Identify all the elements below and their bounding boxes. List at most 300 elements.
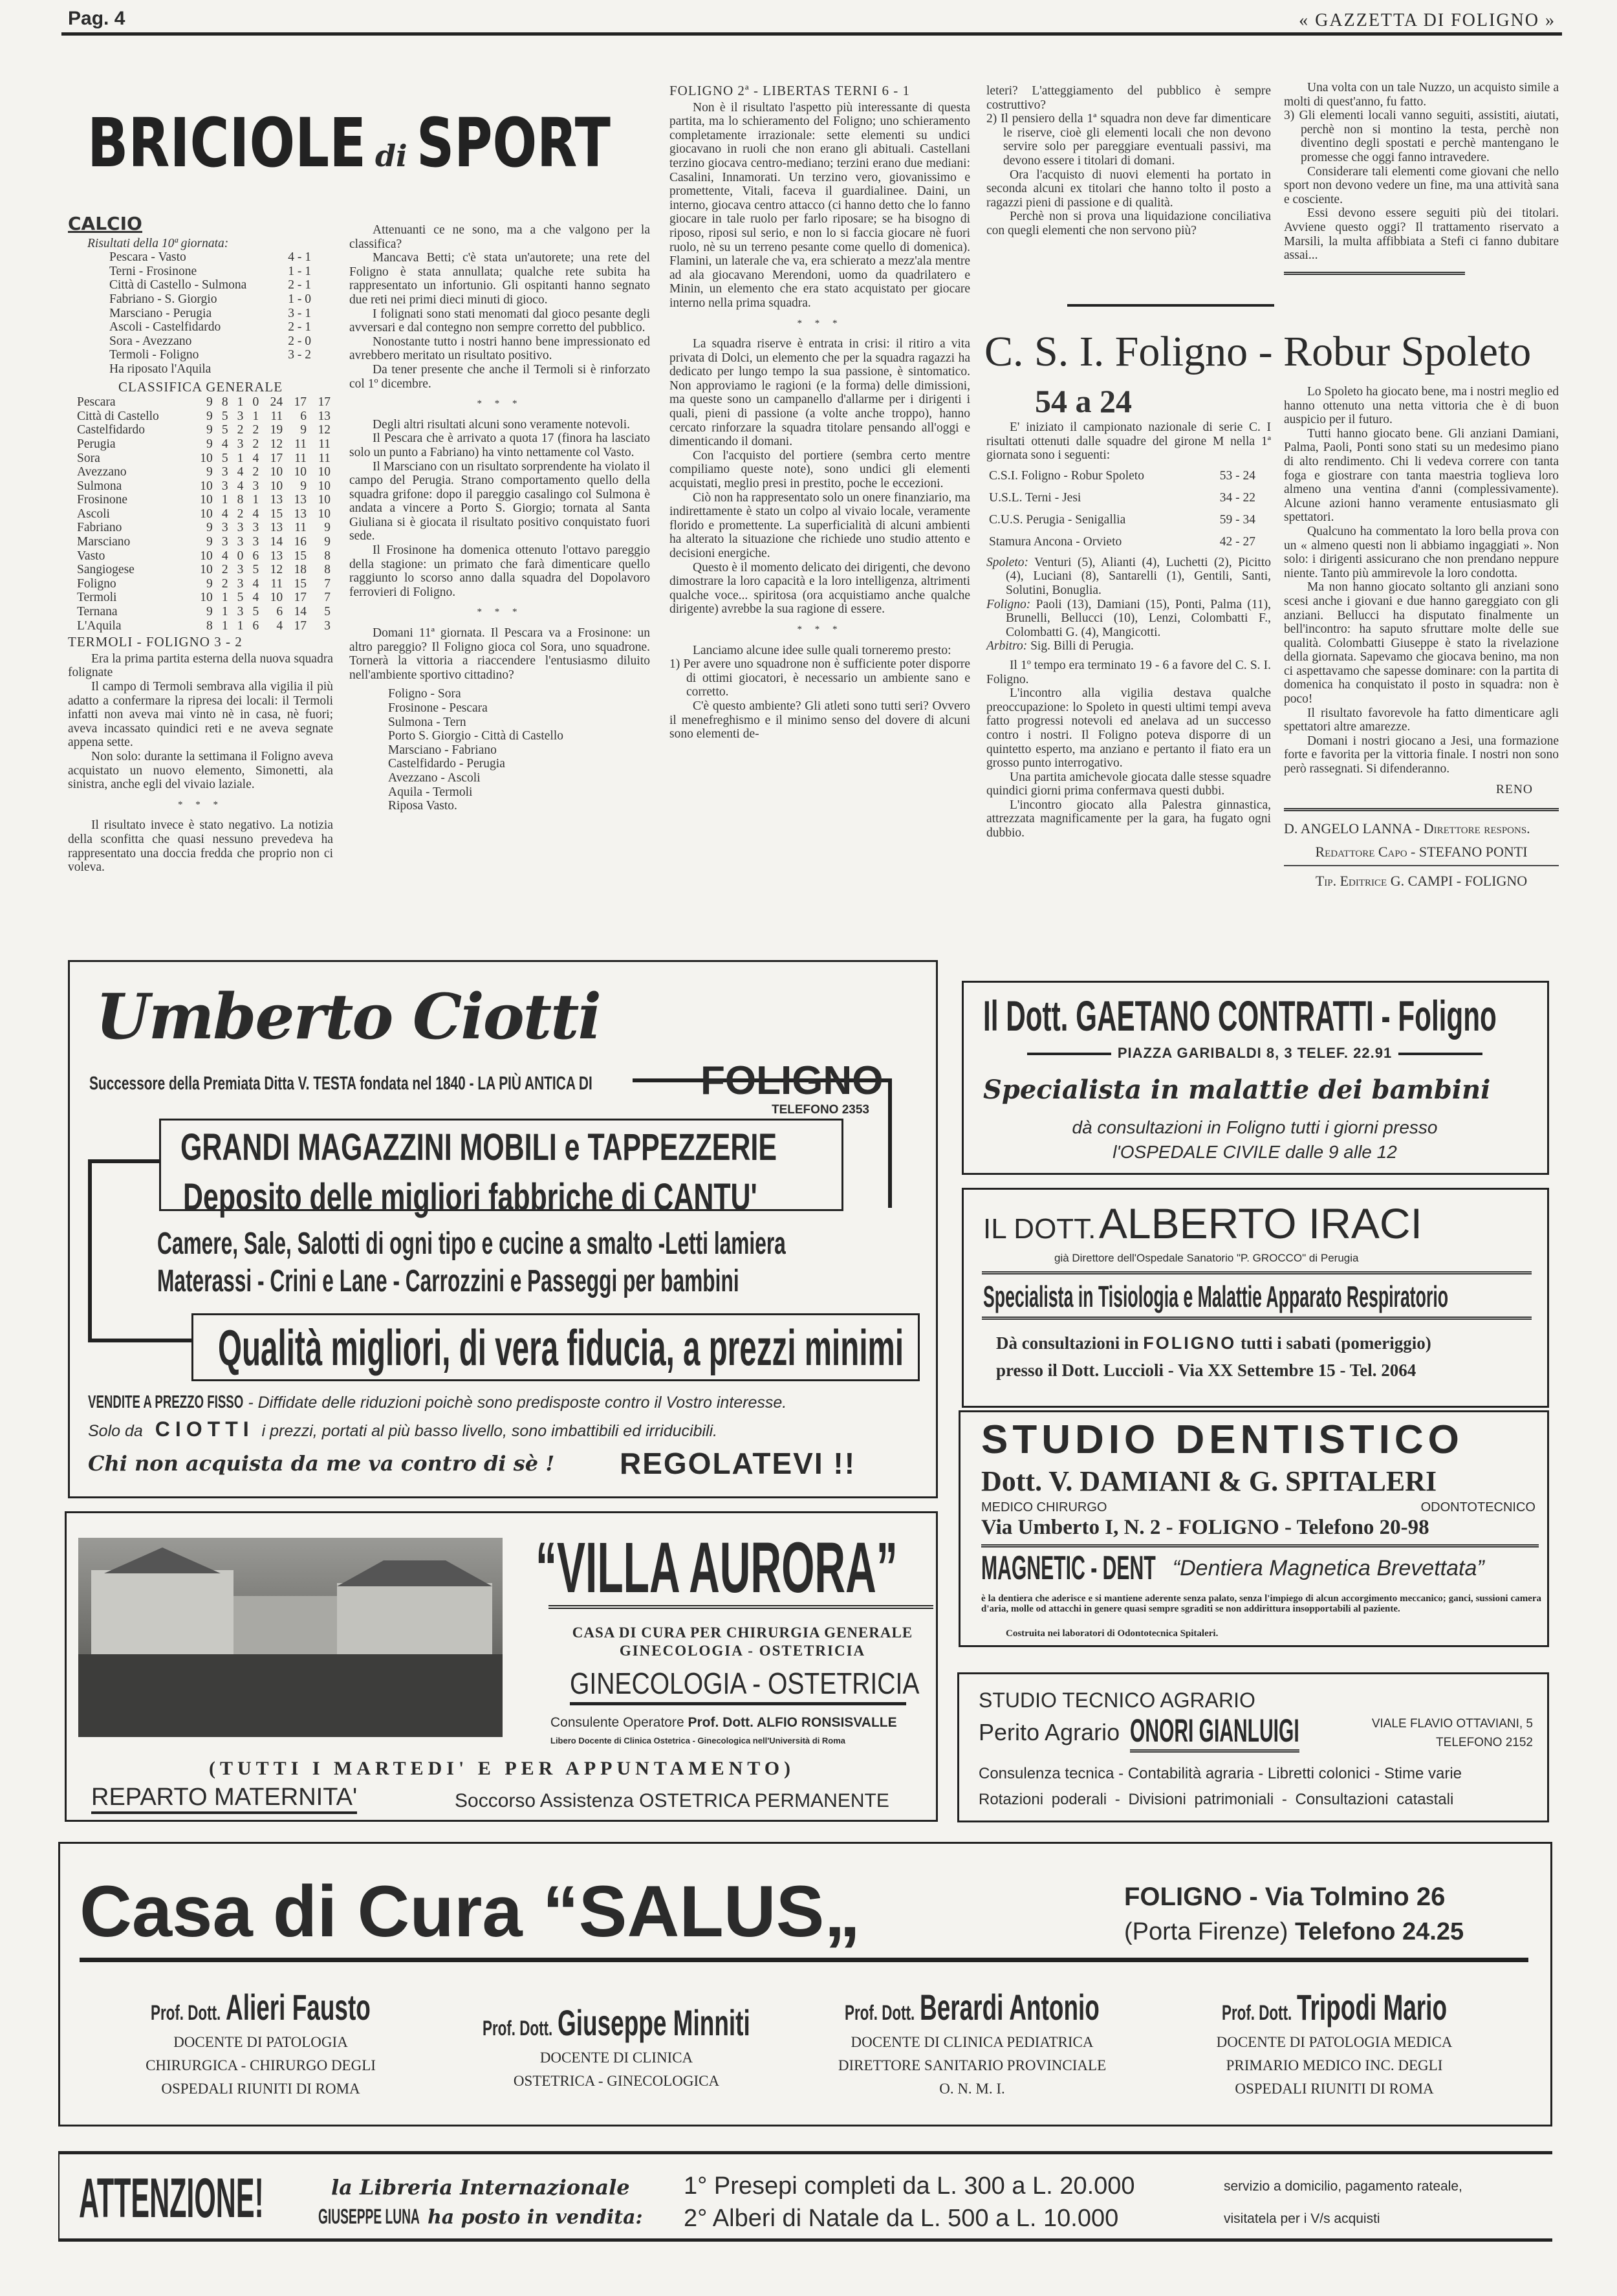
table-cell: 1 — [221, 591, 228, 605]
page-number: Pag. 4 — [68, 8, 125, 29]
ad-ciotti — [68, 960, 938, 1498]
table-row — [74, 535, 333, 549]
article-body — [68, 652, 333, 875]
article-title: FOLIGNO 2ª - LIBERTAS TERNI 6 - 1 — [669, 83, 911, 98]
ad-text: Materassi - Crini e Lane - Carrozzini e Passeggi per bambini — [157, 1264, 739, 1298]
table-cell: 9 — [324, 521, 331, 535]
table-cell: 4 — [221, 437, 228, 451]
divider — [570, 1702, 906, 1705]
ad-title: STUDIO DENTISTICO — [981, 1417, 1464, 1462]
table-cell: 10 — [318, 479, 331, 493]
doctor-title: DOCENTE DI PATOLOGIA — [173, 2034, 348, 2050]
table-cell: 17 — [294, 395, 307, 410]
table-cell: 6 — [300, 409, 307, 423]
ad-ciotti-city: FOLIGNO — [700, 1058, 884, 1103]
table-cell: Vasto — [77, 549, 105, 563]
column-5-top — [1284, 81, 1559, 275]
bracket — [88, 1159, 92, 1342]
divider — [548, 1605, 933, 1609]
doctor-title: PRIMARIO MEDICO INC. DEGLI — [1226, 2057, 1443, 2073]
doctor-title: CHIRURGICA - CHIRURGO DEGLI — [146, 2057, 376, 2073]
ad-title: Il Dott. GAETANO CONTRATTI - Foligno — [983, 992, 1497, 1040]
table-cell: Città di Castello - Sulmona — [109, 278, 247, 292]
article-body — [986, 84, 1271, 238]
table-cell: 4 — [237, 479, 244, 493]
paragraph: Ciò non ha rappresentato solo un onere finanziario, ma indirettamente è stato un colpo al vivaio locale, veramente florido e promettente. La superficialità di alcuni ambienti ha alterato la situazione che richiede uno studio attento e decisioni energiche. — [669, 490, 970, 560]
table-cell: 17 — [294, 618, 307, 633]
table-row — [986, 509, 1258, 531]
table-cell: 1 — [237, 451, 244, 465]
ad-text: Telefono 24.25 — [1294, 1918, 1464, 1945]
table-row — [74, 521, 333, 535]
table-cell: 13 — [318, 409, 331, 423]
table-cell: Sulmona — [77, 479, 122, 493]
doctor-prefix: Prof. Dott. — [483, 2017, 553, 2040]
table-row — [74, 479, 333, 494]
table-cell: 2 — [252, 437, 259, 451]
ad-studio-dentistico — [959, 1410, 1549, 1647]
paragraph: Essi devono essere seguiti più dei titolari. Avviene questo oggi? Il trattamento riservato a Marsili, la multa affibbiata a Stefi ci fanno dubitare assai... — [1284, 206, 1559, 263]
table-row — [107, 250, 314, 265]
paragraph: Era la prima partita esterna della nuova squadra folignate — [68, 651, 333, 680]
doctor-name: Tripodi Mario — [1297, 1987, 1448, 2028]
villa-photo — [78, 1538, 503, 1737]
paragraph: 1) Per avere uno squadrone non è sufficiente poter disporre di ottimi giocatori, è necessario un ambiente sano e corretto. — [669, 657, 970, 699]
table-cell: 9 — [300, 479, 307, 493]
bracket — [88, 1339, 191, 1342]
paragraph: leteri? L'atteggiamento del pubblico è sempre costruttivo? — [986, 84, 1271, 112]
table-cell: 1 — [237, 618, 244, 633]
table-cell: Ascoli - Castelfidardo — [109, 320, 221, 334]
paragraph: Il Pescara che è arrivato a quota 17 (finora ha lasciato solo un punto a Fabriano) ha vinto nettamente col Vasto. — [349, 432, 650, 459]
table-cell: 1 — [221, 493, 228, 507]
paragraph: Considerare tali elementi come giovani che nello sport non devono vedere un fine, ma una attività sana e cosciente. — [1284, 164, 1559, 206]
ad-text: Dà consultazioni in — [996, 1333, 1139, 1353]
table-cell: 3 — [221, 521, 228, 535]
table-cell: Pescara - Vasto — [109, 250, 186, 265]
table-cell: 18 — [294, 563, 307, 577]
table-cell: 10 — [200, 563, 213, 577]
table-cell: 2 — [221, 563, 228, 577]
table-cell: 9 — [206, 423, 213, 437]
table-cell: 12 — [270, 563, 283, 577]
table-cell: 1 — [221, 618, 228, 633]
paragraph: Una volta con un tale Nuzzo, un acquisto simile a molti di quest'anno, fu fatto. — [1284, 81, 1559, 109]
table-cell: 10 — [200, 451, 213, 465]
table-cell: 10 — [318, 507, 331, 521]
doctor-name-line — [442, 2002, 791, 2044]
table-cell: 3 — [237, 563, 244, 577]
ad-text: Soccorso Assistenza OSTETRICA PERMANENTE — [455, 1790, 889, 1811]
separator: * * * — [797, 624, 843, 635]
table-cell: 15 — [294, 576, 307, 591]
lineup — [986, 598, 1271, 640]
table-cell: 11 — [318, 437, 331, 451]
briciole-di-sport-logo — [87, 104, 611, 182]
paragraph: Ma non hanno giocato soltanto gli anziani sono scesi anche i giovani e due hanno gareggiato con gli anziani. Bellucci ha disputato finalmente un bell'incontro: ha saputo sfruttare molte delle sue qualità. Colombatti Giuseppe è stato la rivelazione della giornata. Sapevamo che giocava benino, ma non ci aspettavamo che sapesse dominare: con la partita di domenica ha conquistato il posto in squadra: non è poco! — [1284, 580, 1559, 706]
ad-ciotti-phone: TELEFONO 2353 — [772, 1103, 869, 1117]
table-cell: 16 — [294, 535, 307, 549]
table-cell: 3 — [237, 576, 244, 591]
lineup-players: Sig. Billi di Perugia. — [1030, 639, 1134, 653]
ad-contratti — [962, 981, 1549, 1175]
ad-text: l'OSPEDALE CIVILE dalle 9 alle 12 — [1112, 1142, 1397, 1162]
table-cell: 5 — [252, 605, 259, 619]
table-cell: 13 — [270, 521, 283, 535]
header-rule — [61, 32, 1562, 36]
lineup — [986, 556, 1271, 598]
bracket — [888, 1078, 892, 1208]
ad-brand: MAGNETIC - DENT — [981, 1549, 1156, 1587]
ad-text: VIALE FLAVIO OTTAVIANI, 5 — [1371, 1717, 1533, 1731]
table-row — [74, 549, 333, 563]
ad-ciotti-store-box — [159, 1119, 843, 1218]
doctor-title: OSPEDALI RIUNITI DI ROMA — [1235, 2081, 1434, 2097]
table-cell: 3 — [324, 618, 331, 633]
table-cell: 17 — [318, 395, 331, 410]
doctor-title: DOCENTE DI PATOLOGIA MEDICA — [1216, 2034, 1453, 2050]
doctor-name: Berardi Antonio — [920, 1987, 1100, 2028]
table-cell: 3 — [252, 479, 259, 493]
ad-text: Specialista in Tisiologia e Malattie Apparato Respiratorio — [983, 1280, 1449, 1313]
table-cell: 3 — [221, 535, 228, 549]
paragraph: C'è questo ambiente? Gli atleti sono tutti seri? Ovvero il menefreghismo e il minimo senso del dovere di alcuni sono elementi de- — [669, 699, 970, 741]
list-item: Aquila - Termoli — [388, 785, 473, 799]
ad-libreria — [58, 2151, 1552, 2242]
doctor-name: Alieri Fausto — [226, 1987, 371, 2028]
table-row — [986, 531, 1258, 553]
table-cell: 2 - 1 — [288, 278, 311, 292]
signature: RENO — [1495, 782, 1533, 796]
table-cell: Foligno — [77, 576, 116, 591]
separator: * * * — [477, 607, 523, 618]
csi-headline: C. S. I. Foligno - Robur Spoleto — [984, 328, 1532, 375]
doctor-card — [442, 2002, 791, 2093]
divider — [1284, 808, 1559, 811]
table-cell: L'Aquila — [77, 618, 122, 633]
table-cell: 2 — [252, 465, 259, 479]
table-cell: 10 — [200, 479, 213, 493]
results-subtitle: Risultati della 10ª giornata: — [87, 236, 229, 250]
ad-text: già Direttore dell'Ospedale Sanatorio "P. GROCCO" di Perugia — [1054, 1252, 1359, 1264]
ad-text: dà consultazioni in Foligno tutti i giorni presso — [1072, 1117, 1438, 1137]
table-cell: 9 — [206, 521, 213, 535]
table-cell: Città di Castello — [77, 409, 159, 423]
table-cell: 3 — [237, 437, 244, 451]
ad-text: REPARTO MATERNITA' — [91, 1784, 357, 1814]
table-cell: Termoli - Foligno — [109, 348, 199, 362]
doctor-name-line — [798, 1986, 1147, 2028]
table-cell: 10 — [200, 493, 213, 507]
ad-text: MEDICO CHIRURGO — [981, 1500, 1107, 1514]
paragraph: Domani 11ª giornata. Il Pescara va a Frosinone: un altro pareggio? Il Foligno gioca col Sora, uno squadrone. Tornerà la vittoria a riaccendere l'entusiasmo diluito nell'ambiente sportivo cittadino? — [349, 626, 650, 682]
table-cell: Frosinone — [77, 493, 127, 507]
doctor-prefix: Prof. Dott. — [844, 2001, 915, 2024]
paragraph: I folignati sono stati menomati dal gioco pesante degli avversari e dal contegno non sempre corretto del pubblico. — [349, 307, 650, 335]
table-cell: 4 — [276, 618, 283, 633]
table-cell: 5 — [221, 423, 228, 437]
table-row — [74, 493, 333, 507]
ad-text: ODONTOTECNICO — [1420, 1500, 1536, 1514]
ad-cta: REGOLATEVI !! — [620, 1447, 856, 1480]
ad-text: Via Umberto I, N. 2 - FOLIGNO - Telefono 20-98 — [981, 1516, 1429, 1539]
table-cell: 3 — [221, 479, 228, 493]
table-cell: 13 — [270, 549, 283, 563]
table-cell: 3 — [237, 605, 244, 619]
lineup-players: Paoli (13), Damiani (15), Ponti, Palma (11), Brunelli, Bellucci (10), Lenzi, Colombatti F., Colombatti G. (4), Mangicotti. — [1006, 597, 1272, 639]
ad-casa-di-cura-salus — [58, 1842, 1552, 2127]
table-cell: 14 — [270, 535, 283, 549]
editor-credit: Redattore Capo - STEFANO PONTI — [1315, 843, 1528, 860]
list-item: Frosinone - Pescara — [388, 701, 488, 715]
table-cell: U.S.L. Terni - Jesi — [989, 490, 1081, 505]
table-cell: 5 — [221, 451, 228, 465]
ad-text: PIAZZA GARIBALDI 8, 3 TELEF. 22.91 — [1117, 1045, 1393, 1061]
table-cell: 4 — [237, 465, 244, 479]
table-cell: 8 — [324, 549, 331, 563]
doctor-name-line — [1160, 1986, 1509, 2028]
ad-iraci — [962, 1188, 1549, 1408]
table-cell: 0 — [237, 549, 244, 563]
table-cell: 34 - 22 — [1219, 490, 1255, 505]
standings-table — [74, 395, 333, 633]
table-cell: 11 — [294, 521, 307, 535]
doctor-title: OSTETRICA - GINECOLOGICA — [513, 2073, 720, 2089]
ad-text: “Dentiera Magnetica Brevettata” — [1172, 1555, 1484, 1580]
table-cell: Ascoli — [77, 507, 110, 521]
table-cell: 4 — [252, 507, 259, 521]
table-cell: 1 - 0 — [288, 292, 311, 306]
table-cell: Termoli — [77, 591, 117, 605]
paragraph: 2) Il pensiero della 1ª squadra non deve far dimenticare le riserve, cioè gli elementi locali che non devono servire solo per pareggiare eventuali passivi, ma devono essere i titolari di domani. — [986, 112, 1271, 168]
table-cell: 11 — [294, 437, 307, 451]
ad-text: presso il Dott. Luccioli - Via XX Settembre 15 - Tel. 2064 — [996, 1361, 1416, 1380]
table-cell: 9 — [206, 576, 213, 591]
doctor-title: DOCENTE DI CLINICA — [539, 2050, 693, 2066]
masthead: « GAZZETTA DI FOLIGNO » — [1299, 10, 1556, 30]
paragraph: Tutti hanno giocato bene. Gli anziani Damiani, Palma, Paoli, Ponti sono stati su un medesimo piano di alto rendimento. Chi li vedeva correre con tanta foga e giostrare con tanta maestria toglieva loro almeno una ventina d'anni (complessivamente). Alcune azioni hanno veramente entusiasmato gli spettatori. — [1284, 426, 1559, 525]
list-item: Porto S. Giorgio - Città di Castello — [388, 729, 564, 743]
ad-text: visitatela per i V/s acquisti — [1224, 2211, 1380, 2226]
table-row — [74, 410, 333, 424]
table-cell: 4 — [252, 451, 259, 465]
table-cell: 9 — [206, 535, 213, 549]
table-row — [74, 591, 333, 605]
ad-text: Libero Docente di Clinica Ostetrica - Ginecologica nell'Università di Roma — [550, 1736, 846, 1745]
table-cell: 15 — [294, 549, 307, 563]
table-cell: 12 — [318, 423, 331, 437]
basket-results-table — [986, 465, 1258, 553]
doctor-name-line — [86, 1986, 435, 2028]
separator: * * * — [178, 799, 223, 810]
ad-text: FOLIGNO - Via Tolmino 26 — [1124, 1883, 1446, 1911]
table-row — [74, 619, 333, 633]
table-row — [74, 452, 333, 466]
paragraph: Ora l'acquisto di nuovi elementi ha portato in seconda alcuni ex titolari che hanno tolto il posto a ragazzi pieni di passione e di qualità. — [986, 168, 1271, 210]
lineup-label: Spoleto: — [986, 555, 1028, 569]
divider — [1284, 865, 1559, 866]
table-cell: Terni - Frosinone — [109, 264, 197, 278]
table-row — [74, 507, 333, 521]
table-cell: 9 — [206, 395, 213, 410]
ad-text: la Libreria Internazionale — [331, 2175, 630, 2200]
list-item: Riposa Vasto. — [388, 799, 457, 813]
table-cell: 3 — [252, 521, 259, 535]
table-row — [74, 423, 333, 437]
article-body — [349, 223, 650, 682]
table-row — [107, 348, 314, 362]
table-cell: 4 - 1 — [288, 250, 311, 265]
table-cell: 4 — [221, 507, 228, 521]
paragraph: Da tener presente che anche il Termoli si è rinforzato col 1º dicembre. — [349, 362, 650, 391]
ad-text: Consulenza tecnica - Contabilità agraria - Libretti colonici - Stime varie — [979, 1765, 1462, 1782]
table-cell: 9 — [206, 409, 213, 423]
csi-headline-wrap — [984, 329, 1531, 375]
table-cell: 2 - 1 — [288, 320, 311, 334]
table-cell: 11 — [294, 451, 307, 465]
ad-ciotti-slogan-box — [191, 1313, 920, 1381]
table-cell: 8 — [221, 395, 228, 410]
table-cell: Avezzano — [77, 465, 127, 479]
table-cell: 42 - 27 — [1219, 534, 1255, 549]
paragraph: Lo Spoleto ha giocato bene, ma i nostri meglio ed hanno ottenuto una netta vittoria che è di buon auspicio per il futuro. — [1284, 385, 1559, 427]
paragraph: Degli altri risultati alcuni sono veramente notevoli. — [373, 417, 631, 432]
column-5-bottom — [1284, 385, 1559, 888]
ad-text: Consulente Operatore — [550, 1715, 684, 1730]
paragraph: L'incontro alla vigilia destava qualche preoccupazione: lo Spoleto in questi ultimi tempi aveva fatto progressi notevoli ed anelava ad un successo contro i nostri. Il Foligno poteva disporre di un quintetto esperto, ma anziano e pertanto il fiato era un grosso punto interrogativo. — [986, 686, 1271, 771]
paragraph: Nonostante tutto i nostri hanno bene impressionato ed avrebbero meritato un risultato positivo. — [349, 334, 650, 363]
table-cell: 2 — [237, 507, 244, 521]
table-cell: 53 - 24 — [1219, 468, 1255, 483]
table-row — [107, 292, 314, 307]
ad-text: 2° Alberi di Natale da L. 500 a L. 10.000 — [684, 2205, 1119, 2232]
table-row — [74, 605, 333, 619]
table-cell: Marsciano - Perugia — [109, 306, 212, 320]
logo-text: di — [375, 138, 407, 173]
ad-text: servizio a domicilio, pagamento rateale, — [1224, 2179, 1462, 2194]
table-cell: 10 — [200, 591, 213, 605]
table-row — [107, 265, 314, 279]
ad-text: Prof. Dott. ALFIO RONSISVALLE — [688, 1715, 897, 1730]
table-cell: Fabriano — [77, 521, 122, 535]
table-row — [107, 278, 314, 292]
ad-slogan: Qualità migliori, di vera fiducia, a prezzi minimi — [218, 1319, 904, 1376]
ad-text: IL DOTT. — [983, 1213, 1096, 1245]
table-cell: 10 — [270, 591, 283, 605]
table-cell: 8 — [324, 563, 331, 577]
table-cell: 6 — [252, 618, 259, 633]
table-cell: 3 — [237, 409, 244, 423]
table-cell: 3 — [221, 465, 228, 479]
table-cell: 2 - 0 — [288, 334, 311, 348]
table-row — [74, 437, 333, 452]
ad-studio-agrario — [957, 1672, 1549, 1822]
paragraph: La squadra riserve è entrata in crisi: il ritiro a vita privata di Dolci, un elemento che per la squadra ragazzi ha dedicato per lungo tempo la sua passione, è sintomatico. Non approviamo le ragioni (e la forma) delle dimissioni, ma queste sono un campanello d'allarme per i dirigenti i quali, pieni di passione (a volte anche troppo), hanno cercato rinforzare la squadra titolare pensando all'oggi e dimenticando il domani. — [669, 337, 970, 449]
ad-motto: Chi non acquista da me va contro di sè ! — [88, 1451, 555, 1476]
separator: * * * — [477, 399, 523, 410]
standings-title: CLASSIFICA GENERALE — [118, 378, 283, 395]
table-cell: 2 — [252, 423, 259, 437]
table-cell: Perugia — [77, 437, 116, 451]
ad-text: GIUSEPPE LUNA — [318, 2205, 420, 2228]
table-cell: 4 — [252, 591, 259, 605]
table-cell: 10 — [318, 465, 331, 479]
villa-title: “VILLA AURORA” — [536, 1528, 898, 1608]
ad-text: (TUTTI I MARTEDI' E PER APPUNTAMENTO) — [209, 1758, 796, 1779]
table-cell: 1 - 1 — [288, 264, 311, 278]
doctor-prefix: Prof. Dott. — [1221, 2001, 1292, 2024]
paragraph: Il campo di Termoli sembrava alla vigilia il più adatto a confermare la ripresa dei locali: il Termoli infatti non aveva mai vinto nè in casa, nè fuori; aveva incassato quindici reti e ne aveva segnate appena sette. — [68, 680, 333, 750]
list-item: Avezzano - Ascoli — [388, 771, 481, 785]
paragraph: Perchè non si prova una liquidazione conciliativa con quegli elementi che non servono più? — [986, 210, 1271, 237]
table-cell: Marsciano — [77, 535, 131, 549]
table-cell: 10 — [270, 465, 283, 479]
paragraph: Mancava Betti; c'è stata un'autorete; una rete del Foligno è stata annullata; qualche rete subita ha rappresentato un infortunio. Gli ospitanti hanno segnato due reti nei primi dieci minuti di gioco. — [349, 251, 650, 307]
table-cell: 9 — [206, 437, 213, 451]
ad-text: CASA DI CURA PER CHIRURGIA GENERALE — [572, 1624, 913, 1641]
table-row — [107, 334, 314, 349]
ad-text: FOLIGNO — [1143, 1333, 1237, 1353]
table-cell: 5 — [324, 605, 331, 619]
ad-ciotti-name: Umberto Ciotti — [96, 980, 600, 1053]
list-item: Marsciano - Fabriano — [388, 743, 497, 757]
ad-text: Costruita nei laboratori di Odontotecnica Spitaleri. — [1006, 1628, 1219, 1639]
table-cell: 9 — [324, 535, 331, 549]
paragraph: Lanciamo alcune idee sulle quali torneremo presto: — [693, 643, 951, 657]
doctor-card — [798, 1986, 1147, 2101]
table-cell: 4 — [252, 576, 259, 591]
intro-paragraph: E' iniziato il campionato nazionale di serie C. I risultati ottenuti dalle squadre del girone M nella 1ª giornata sono i seguenti: — [986, 421, 1271, 463]
table-cell: Ternana — [77, 605, 118, 619]
divider — [982, 1271, 1532, 1274]
table-cell: 13 — [270, 493, 283, 507]
ad-text: ONORI GIANLUIGI — [1130, 1712, 1299, 1749]
table-cell: 7 — [324, 576, 331, 591]
divider — [981, 1544, 1539, 1547]
column-calcio — [68, 213, 333, 875]
ad-ciotti-successor: Successore della Premiata Ditta V. TESTA fondata nel 1840 - LA PIÙ ANTICA DI — [89, 1073, 592, 1094]
table-cell: Fabriano - S. Giorgio — [109, 292, 217, 306]
table-cell: 10 — [318, 493, 331, 507]
score-subheading: 54 a 24 — [1035, 383, 1132, 419]
ad-text: 1° Presepi completi da L. 300 a L. 20.000 — [684, 2172, 1135, 2200]
table-cell: 19 — [270, 423, 283, 437]
doctor-card — [86, 1986, 435, 2101]
table-cell: 12 — [270, 437, 283, 451]
table-cell: 1 — [237, 395, 244, 410]
lineup-label: Foligno: — [986, 597, 1031, 611]
table-cell: C.S.I. Foligno - Robur Spoleto — [989, 468, 1144, 483]
table-cell: 3 - 2 — [288, 348, 311, 362]
paragraph: 3) Gli elementi locali vanno seguiti, assistiti, aiutati, perchè non si montino la testa, perchè non diventino degli spostati e perchè mantengano le promesse che oggi fanno intravedere. — [1284, 109, 1559, 164]
table-cell: 3 — [252, 535, 259, 549]
ad-text: ha posto in vendita: — [427, 2206, 643, 2229]
ad-title: ALBERTO IRACI — [1098, 1199, 1422, 1247]
article-body — [986, 659, 1271, 840]
results-table — [107, 250, 314, 362]
ad-villa-aurora — [65, 1511, 938, 1822]
article-body — [1284, 385, 1559, 776]
lineup-players: Venturi (5), Alianti (4), Luchetti (2), Picitto (4), Luciani (8), Santarelli (1), Gentili, Santi, Solutini, Bonuglia. — [1006, 555, 1271, 597]
table-cell: 15 — [270, 507, 283, 521]
ad-text: Specialista in malattie dei bambini — [983, 1075, 1491, 1105]
ad-text: Dott. V. DAMIANI & G. SPITALERI — [981, 1465, 1437, 1497]
lineups — [986, 556, 1271, 653]
table-row — [107, 307, 314, 321]
table-cell: 11 — [270, 409, 283, 423]
table-row — [74, 395, 333, 410]
doctor-title: O. N. M. I. — [939, 2081, 1005, 2097]
